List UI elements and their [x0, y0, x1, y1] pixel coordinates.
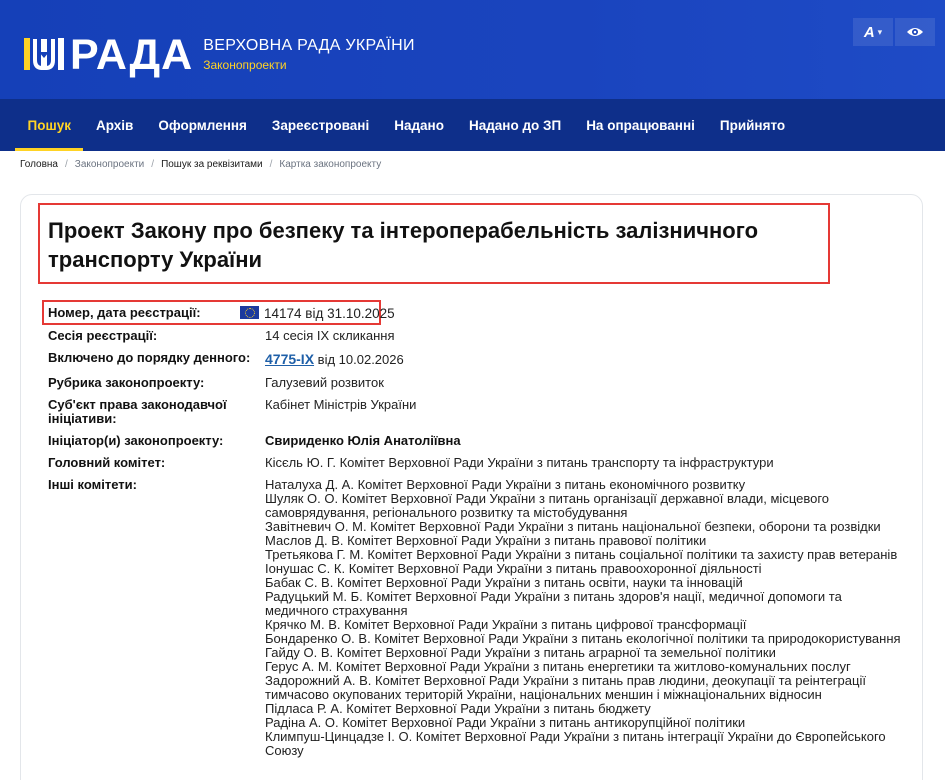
initiator-value: Свириденко Юлія Анатоліївна	[265, 433, 461, 448]
committee-item: Підласа Р. А. Комітет Верховної Ради України з питань бюджету	[265, 701, 651, 716]
committee-item: Крячко М. В. Комітет Верховної Ради України з питань цифрової трансформації	[265, 617, 747, 632]
committee-item: Радуцький М. Б. Комітет Верховної Ради України з питань здоров'я нації, медичної допомоги та медичного страхування	[265, 589, 842, 618]
font-size-button[interactable]	[853, 18, 893, 46]
committee-item: Завітневич О. М. Комітет Верховної Ради України з питань національної безпеки, оборони та розвідки	[265, 519, 881, 534]
subject-label: Суб'єкт права законодавчої ініціативи:	[48, 397, 227, 426]
committee-item: Климпуш-Цинцадзе І. О. Комітет Верховної Ради України з питань інтеграції України до Європейського Союзу	[265, 729, 886, 758]
agenda-date: від 10.02.2026	[317, 352, 404, 367]
committee-item: Шуляк О. О. Комітет Верховної Ради України з питань організації державної влади, місцевого самоврядування, регіонального розвитку та містобудування	[265, 491, 830, 520]
rubric-label: Рубрика законопроекту:	[48, 375, 205, 390]
initiator-label: Ініціатор(и) законопроекту:	[48, 433, 224, 448]
nav-item-search[interactable]: Пошук	[15, 99, 83, 151]
committee-item: Маслов Д. В. Комітет Верховної Ради України з питань правової політики	[265, 533, 707, 548]
breadcrumb-separator: /	[269, 159, 273, 170]
site-section: Законопроекти	[203, 58, 287, 72]
breadcrumb-separator: /	[65, 159, 68, 170]
committee-item: Герус А. М. Комітет Верховної Ради України з питань енергетики та житлово-комунальних послуг	[265, 659, 851, 674]
font-size-label: A	[863, 23, 875, 41]
committee-item: Бабак С. В. Комітет Верховної Ради України з питань освіти, науки та інновацій	[265, 575, 743, 590]
main-committee-label: Головний комітет:	[48, 455, 166, 470]
agenda-link[interactable]: 4775-IX	[265, 351, 315, 367]
subject-value: Кабінет Міністрів України	[265, 397, 417, 412]
other-committees-label: Інші комітети:	[48, 477, 137, 492]
trident-icon	[24, 36, 64, 74]
nav-item-registered[interactable]: Зареєстровані	[271, 117, 370, 133]
accessibility-button[interactable]	[895, 18, 935, 46]
other-committees-list	[265, 478, 905, 758]
nav-item-archive[interactable]: Архів	[95, 117, 134, 133]
session-value: 14 сесія IX скликання	[265, 328, 395, 343]
breadcrumb-current: Картка законопроекту	[279, 159, 382, 170]
agenda-label: Включено до порядку денного:	[48, 350, 251, 365]
main-committee-value: Кісєль Ю. Г. Комітет Верховної Ради України з питань транспорту та інфраструктури	[265, 455, 774, 470]
registration-number: 14174 від 31.10.2025	[264, 306, 395, 321]
nav-list	[15, 99, 798, 151]
logo-subtitle	[203, 37, 415, 73]
eu-flag-icon	[240, 306, 259, 319]
nav-item-adopted[interactable]: Прийнято	[719, 117, 786, 133]
site-title: ВЕРХОВНА РАДА УКРАЇНИ	[203, 37, 415, 54]
breadcrumb-bills[interactable]: Законопроекти	[74, 159, 145, 170]
site-header	[0, 0, 945, 99]
committee-item: Наталуха Д. А. Комітет Верховної Ради України з питань економічного розвитку	[265, 477, 746, 492]
logo-wordmark: РАДА	[70, 31, 194, 79]
chevron-down-icon: ▾	[877, 26, 883, 37]
committee-item: Іонушас С. К. Комітет Верховної Ради України з питань правоохоронної діяльності	[265, 561, 762, 576]
eye-icon	[906, 26, 924, 38]
rubric-value: Галузевий розвиток	[265, 375, 384, 390]
registration-label: Номер, дата реєстрації:	[48, 305, 201, 320]
nav-item-submitted[interactable]: Надано	[394, 117, 444, 133]
nav-item-drafting[interactable]: Оформлення	[158, 117, 247, 133]
header-tools	[853, 18, 935, 46]
nav-item-submitted-zp[interactable]: Надано до ЗП	[468, 117, 562, 133]
session-label: Сесія реєстрації:	[48, 328, 158, 343]
committee-item: Бондаренко О. В. Комітет Верховної Ради України з питань екологічної політики та природокористування	[265, 631, 901, 646]
committee-item: Задорожний А. В. Комітет Верховної Ради України з питань прав людини, деокупації та реінтеграції тимчасово окупованих територій України, національних меншин і міжнаціональних відносин	[265, 673, 866, 702]
committee-item: Гайду О. В. Комітет Верховної Ради України з питань аграрної та земельної політики	[265, 645, 776, 660]
main-nav	[0, 99, 945, 151]
committee-item: Третьякова Г. М. Комітет Верховної Ради України з питань соціальної політики та захисту прав ветеранів	[265, 547, 898, 562]
site-logo[interactable]	[24, 31, 415, 79]
committee-item: Радіна А. О. Комітет Верховної Ради України з питань антикорупційної політики	[265, 715, 746, 730]
breadcrumb	[20, 159, 381, 170]
nav-item-processing[interactable]: На опрацюванні	[586, 117, 695, 133]
page-title: Проект Закону про безпеку та інтероперабельність залізничного транспорту України	[48, 218, 759, 272]
breadcrumb-separator: /	[151, 159, 155, 170]
breadcrumb-search[interactable]: Пошук за реквізитами	[161, 159, 263, 170]
agenda-value	[265, 352, 905, 367]
breadcrumb-home[interactable]: Головна	[20, 159, 58, 170]
registration-value	[240, 306, 880, 321]
